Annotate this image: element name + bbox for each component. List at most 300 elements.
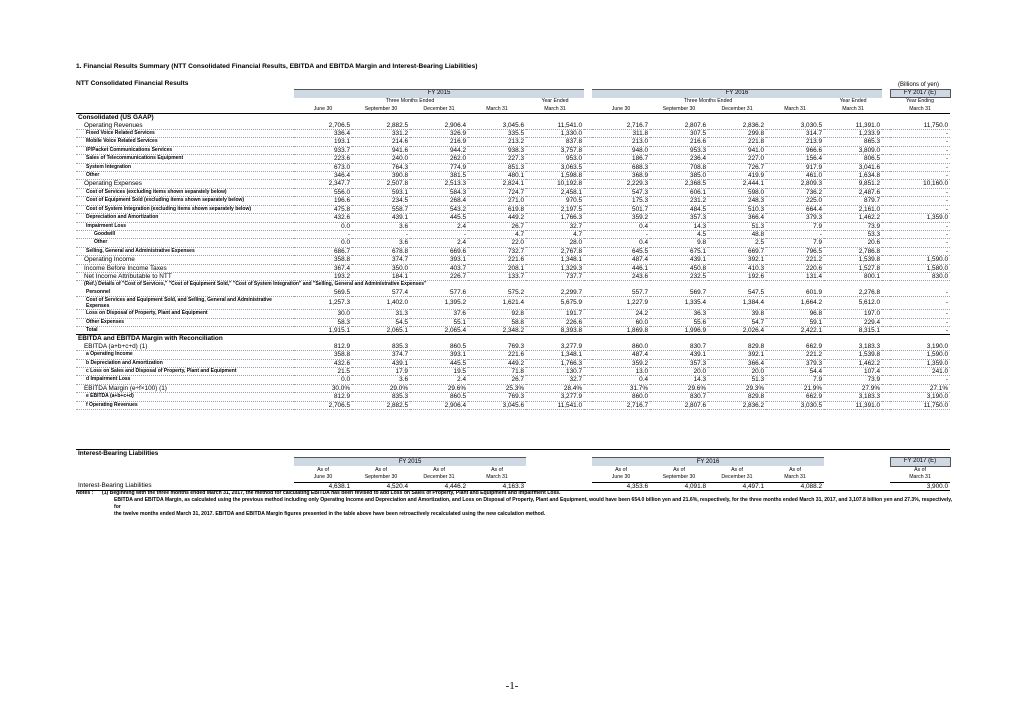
row-label: Cost of Services (excluding items shown separately below) [76, 188, 294, 196]
blank-cell [824, 474, 882, 482]
row-value: 331.2 [352, 130, 410, 138]
note-1-line-b: EBITDA and EBITDA Margin, as calculated using the previous method including only Operating Income and Depreciation and Amortization, and Loss on Disposal of Property, Plant and Equipment, would have been 654.0 billion yen and 21.6%, respectively, for the three months ended March 31, 2017, and 3,107.8 billion yen and 27.3%, respectively, for [114, 497, 953, 510]
gap-cell [584, 172, 592, 180]
row-value: 39.8 [708, 310, 766, 318]
row-value: 36.3 [650, 310, 708, 318]
gap-cell [882, 214, 890, 222]
financial-results-table [76, 89, 951, 410]
page-number: -1- [505, 680, 519, 692]
row-value: 619.8 [468, 205, 526, 213]
row-label: b Depreciation and Amortization [76, 359, 294, 367]
row-value: 557.7 [592, 289, 650, 297]
row-value: - [890, 146, 950, 154]
row-value: 26.7 [468, 376, 526, 384]
row-value: 357.3 [650, 214, 708, 222]
gap-cell [584, 163, 592, 171]
gap-cell [882, 376, 890, 384]
gap-cell [882, 106, 890, 114]
row-value: - [890, 197, 950, 205]
table-row [76, 163, 950, 171]
gap-cell [882, 466, 890, 474]
table-row [76, 197, 950, 205]
row-value: 0.0 [294, 376, 352, 384]
row-value: 584.3 [410, 188, 468, 196]
row-value: 32.7 [526, 376, 584, 384]
row-value: 1,664.2 [766, 297, 824, 310]
gap-cell [882, 205, 890, 213]
note-1-mark: (1) [102, 490, 109, 496]
row-value: 271.0 [468, 197, 526, 205]
row-value: 2,161.0 [824, 205, 882, 213]
column-header: March 31 [526, 106, 584, 114]
notes [76, 490, 956, 518]
row-value: 678.8 [352, 247, 410, 255]
gap-cell [882, 197, 890, 205]
row-value: 2,882.5 [352, 122, 410, 130]
row-value: 54.5 [352, 318, 410, 326]
row-label: Goodwill [76, 230, 294, 238]
row-value: 2,706.5 [294, 401, 352, 409]
row-value: 796.5 [766, 247, 824, 255]
row-value: 769.3 [468, 393, 526, 401]
row-value: 2,906.4 [410, 401, 468, 409]
row-value: 1,590.0 [890, 351, 950, 359]
row-label: Cost of Equipment Sold (excluding items shown separately below) [76, 197, 294, 205]
table-row [76, 351, 950, 359]
table-row [76, 272, 950, 280]
row-value: 232.5 [650, 272, 708, 280]
row-value: 10,192.8 [526, 180, 584, 188]
row-value: 379.3 [766, 214, 824, 222]
row-value: 359.2 [592, 359, 650, 367]
row-value: 30.0 [294, 310, 352, 318]
gap-cell [882, 247, 890, 255]
row-label: Operating Revenues [76, 122, 294, 130]
row-value: 2,348.2 [468, 326, 526, 334]
row-value: - [890, 230, 950, 238]
ibl-column-header: September 30 [352, 474, 410, 482]
row-value: 55.1 [410, 318, 468, 326]
row-value: 336.4 [294, 130, 352, 138]
ibl-value: 3,900.0 [926, 482, 949, 490]
row-value: 1,580.0 [890, 264, 950, 272]
row-value: 598.0 [708, 188, 766, 196]
gap-cell [882, 297, 890, 310]
row-value: 2,458.1 [526, 188, 584, 196]
row-value: 2,229.3 [592, 180, 650, 188]
row-value: 299.8 [708, 130, 766, 138]
table-row [76, 393, 950, 401]
row-value: 439.1 [650, 256, 708, 264]
row-value: 21.5 [294, 368, 352, 376]
as-of-label: As of [317, 466, 329, 473]
row-value: 0.4 [592, 222, 650, 230]
row-value: 948.0 [592, 146, 650, 154]
row-value: 2,276.8 [824, 289, 882, 297]
row-value: 53.3 [824, 230, 882, 238]
row-value: 346.4 [294, 172, 352, 180]
row-value: 432.6 [294, 214, 352, 222]
gap-cell [584, 310, 592, 318]
row-value: 1,329.3 [526, 264, 584, 272]
row-value: 1,359.0 [890, 359, 950, 367]
row-value: 213.2 [468, 138, 526, 146]
row-value: 835.3 [352, 393, 410, 401]
row-value: 307.5 [650, 130, 708, 138]
row-label: Impairment Loss [76, 222, 294, 230]
row-value: 2,299.7 [526, 289, 584, 297]
gap-cell [882, 163, 890, 171]
gap-cell [882, 289, 890, 297]
row-value: 192.6 [708, 272, 766, 280]
row-value: 2,716.7 [592, 401, 650, 409]
row-label: f Operating Revenues [76, 401, 294, 409]
gap-cell [882, 256, 890, 264]
table-row [76, 343, 950, 351]
column-header: March 31 [468, 106, 526, 114]
row-value: 7.9 [766, 222, 824, 230]
row-value: 577.6 [410, 289, 468, 297]
row-value: 214.6 [352, 138, 410, 146]
row-value: - [294, 230, 352, 238]
row-value: 3,045.6 [468, 401, 526, 409]
row-value: 55.6 [650, 318, 708, 326]
ibl-value: 4,091.8 [684, 482, 706, 490]
row-value: 196.6 [294, 197, 352, 205]
row-value: 708.8 [650, 163, 708, 171]
fy2016-header: FY 2016 [592, 90, 882, 98]
notes-head: Notes : [76, 490, 94, 496]
gap-cell [584, 318, 592, 326]
row-value: 29.0% [352, 384, 410, 392]
row-value: 606.1 [650, 188, 708, 196]
row-value: 2,767.8 [526, 247, 584, 255]
row-value: 829.8 [708, 393, 766, 401]
gap-cell [584, 197, 592, 205]
row-value: 449.2 [468, 214, 526, 222]
row-value: 724.7 [468, 188, 526, 196]
row-value: 449.2 [468, 359, 526, 367]
row-value: 11,391.0 [824, 401, 882, 409]
row-value: 686.7 [294, 247, 352, 255]
row-value: 11,750.0 [890, 401, 950, 409]
row-value: 432.6 [294, 359, 352, 367]
row-value: 860.5 [410, 393, 468, 401]
row-value: 439.1 [352, 214, 410, 222]
ibl-value: 4,353.6 [626, 482, 648, 490]
row-value: 941.0 [708, 146, 766, 154]
row-value: 73.9 [824, 222, 882, 230]
row-value: 569.5 [294, 289, 352, 297]
gap-cell [882, 155, 890, 163]
row-value: 2,422.1 [766, 326, 824, 334]
row-value: 1,257.3 [294, 297, 352, 310]
row-value: 837.8 [526, 138, 584, 146]
row-value: 3,809.0 [824, 146, 882, 154]
row-value: 131.4 [766, 272, 824, 280]
row-value: 311.8 [592, 130, 650, 138]
row-value: 2,807.6 [650, 122, 708, 130]
gap-cell [584, 256, 592, 264]
row-value: 966.6 [766, 146, 824, 154]
row-value: - [890, 138, 950, 146]
row-value: 107.4 [824, 368, 882, 376]
row-value: 14.3 [650, 376, 708, 384]
gap-cell [584, 106, 592, 114]
corner-cell [76, 106, 294, 114]
row-value: 480.1 [468, 172, 526, 180]
ibl-fy2016-header: FY 2016 [592, 458, 824, 466]
section-consolidated: Consolidated (US GAAP) [76, 114, 950, 122]
column-header: September 30 [352, 106, 410, 114]
note-1-line-c: the twelve months ended March 31, 2017. EBITDA and EBITDA Margin figures presented in the table above have been retroactively recalculated using the new calculation method. [114, 511, 546, 517]
row-value: 669.7 [708, 247, 766, 255]
as-of-label: As of [615, 466, 627, 473]
row-value: 2,706.5 [294, 122, 352, 130]
row-label: Cost of Services and Equipment Sold, and Selling, General and Administrative Expenses [76, 297, 294, 310]
row-value: 225.0 [766, 197, 824, 205]
gap-cell [584, 264, 592, 272]
row-value: - [766, 230, 824, 238]
row-value: 487.4 [592, 351, 650, 359]
row-value: 381.5 [410, 172, 468, 180]
row-value: 221.6 [468, 256, 526, 264]
row-value: 374.7 [352, 256, 410, 264]
row-value: 3,183.3 [824, 343, 882, 351]
row-value: 1,634.8 [824, 172, 882, 180]
row-value: 92.8 [468, 310, 526, 318]
gap-cell [584, 376, 592, 384]
row-value: 31.3 [352, 310, 410, 318]
row-value: 1,233.9 [824, 130, 882, 138]
column-header: June 30 [294, 106, 352, 114]
row-value: 410.3 [708, 264, 766, 272]
table-row [76, 205, 950, 213]
gap-cell [882, 393, 890, 401]
table-row [76, 401, 950, 409]
row-value: 11,391.0 [824, 122, 882, 130]
row-value: 917.9 [766, 163, 824, 171]
row-value: 938.3 [468, 146, 526, 154]
row-value: 392.1 [708, 351, 766, 359]
row-value: 543.2 [410, 205, 468, 213]
row-value: 213.9 [766, 138, 824, 146]
column-header: March 31 [824, 106, 882, 114]
row-value: - [890, 318, 950, 326]
column-header: March 31 [766, 106, 824, 114]
gap-cell [882, 343, 890, 351]
row-value: 2,487.6 [824, 188, 882, 196]
row-label: Personnel [76, 289, 294, 297]
row-value: 197.0 [824, 310, 882, 318]
table-row [76, 122, 950, 130]
row-value: 1,348.1 [526, 351, 584, 359]
gap-cell [584, 188, 592, 196]
table-row [76, 155, 950, 163]
row-value: 29.3% [708, 384, 766, 392]
row-value: 2,444.1 [708, 180, 766, 188]
row-value: 359.2 [592, 214, 650, 222]
row-value: 14.3 [650, 222, 708, 230]
row-value: 445.5 [410, 214, 468, 222]
gap-cell [584, 393, 592, 401]
row-value: 248.3 [708, 197, 766, 205]
row-value: 487.4 [592, 256, 650, 264]
row-value: 3,277.9 [526, 343, 584, 351]
row-value: 22.0 [468, 239, 526, 247]
three-months-header: Three Months Ended [683, 98, 733, 105]
row-value: 953.0 [526, 155, 584, 163]
row-value: 8,393.8 [526, 326, 584, 334]
row-label: Other Expenses [76, 318, 294, 326]
row-value: 0.0 [294, 239, 352, 247]
row-value: 774.9 [410, 163, 468, 171]
row-label: IP/Packet Communications Services [76, 146, 294, 154]
gap-cell [882, 230, 890, 238]
as-of-label: As of [673, 466, 685, 473]
row-value: 439.1 [650, 351, 708, 359]
row-value: 830.7 [650, 343, 708, 351]
gap-cell [584, 138, 592, 146]
row-label: Operating Income [76, 256, 294, 264]
gap-cell [882, 146, 890, 154]
row-value: - [890, 310, 950, 318]
gap-cell [584, 230, 592, 238]
row-value: 510.3 [708, 205, 766, 213]
row-value: 213.0 [592, 138, 650, 146]
row-label: c Loss on Sales and Disposal of Property, Plant and Equipment [76, 368, 294, 376]
ibl-column-header: June 30 [592, 474, 650, 482]
row-value: 1,348.1 [526, 256, 584, 264]
table-row [76, 318, 950, 326]
row-value: 1,402.0 [352, 297, 410, 310]
row-value: 2,026.4 [708, 326, 766, 334]
as-of-label: As of [789, 466, 801, 473]
row-value: 2,836.2 [708, 122, 766, 130]
gap-cell [584, 297, 592, 310]
row-value: 28.0 [526, 239, 584, 247]
row-value: 240.0 [352, 155, 410, 163]
gap-cell [882, 326, 890, 334]
table-row [76, 180, 950, 188]
row-value: 3,757.8 [526, 146, 584, 154]
row-label: d Impairment Loss [76, 376, 294, 384]
ibl-value: 4,520.4 [386, 482, 408, 490]
row-value: 445.5 [410, 359, 468, 367]
row-value: 9.8 [650, 239, 708, 247]
row-value: 130.7 [526, 368, 584, 376]
ibl-fy2017e-header: FY 2017 (E) [890, 458, 950, 466]
row-value: 59.1 [766, 318, 824, 326]
row-value: 31.7% [592, 384, 650, 392]
row-value: 19.5 [410, 368, 468, 376]
row-value: 830.7 [650, 393, 708, 401]
row-value: 675.1 [650, 247, 708, 255]
row-value: 2,807.6 [650, 401, 708, 409]
row-value: 374.7 [352, 351, 410, 359]
row-value: 60.0 [592, 318, 650, 326]
row-value: 662.9 [766, 393, 824, 401]
gap-cell [882, 384, 890, 392]
page-title: 1. Financial Results Summary (NTT Consolidated Financial Results, EBITDA and EBITDA Margin and Interest-Bearing Liabilities) [76, 63, 478, 70]
row-value: 970.5 [526, 197, 584, 205]
gap-cell [882, 318, 890, 326]
row-value: 58.3 [294, 318, 352, 326]
row-label: Cost of System Integration (excluding items shown separately below) [76, 205, 294, 213]
row-value: 2.4 [410, 239, 468, 247]
row-value: 860.0 [592, 343, 650, 351]
row-value: 216.9 [410, 138, 468, 146]
row-value: 3,190.0 [890, 343, 950, 351]
row-value: 688.3 [592, 163, 650, 171]
row-value: 860.5 [410, 343, 468, 351]
row-value: - [890, 247, 950, 255]
table-row [76, 376, 950, 384]
row-value: 216.6 [650, 138, 708, 146]
row-value: 726.7 [708, 163, 766, 171]
gap-cell [882, 188, 890, 196]
row-value: 379.3 [766, 359, 824, 367]
row-label: Other [76, 172, 294, 180]
row-value: 32.7 [526, 222, 584, 230]
ibl-column-header: December 31 [708, 474, 766, 482]
row-value: 227.0 [708, 155, 766, 163]
row-label: Operating Expenses [76, 180, 294, 188]
row-value: 2,882.5 [352, 401, 410, 409]
row-value: 17.9 [352, 368, 410, 376]
row-value: 3,045.6 [468, 122, 526, 130]
row-value: 156.4 [766, 155, 824, 163]
row-value: 9,851.2 [824, 180, 882, 188]
row-value: - [890, 289, 950, 297]
gap-cell [584, 359, 592, 367]
gap-cell [584, 146, 592, 154]
column-header: December 31 [410, 106, 468, 114]
row-value: 1,539.8 [824, 351, 882, 359]
row-value: 3,277.9 [526, 393, 584, 401]
row-value: 3,190.0 [890, 393, 950, 401]
gap-cell [584, 474, 592, 482]
gap-cell [584, 222, 592, 230]
row-value: 669.6 [410, 247, 468, 255]
row-value: 2.4 [410, 376, 468, 384]
gap-cell [584, 130, 592, 138]
table-row [76, 289, 950, 297]
table-row [76, 138, 950, 146]
row-value: 829.8 [708, 343, 766, 351]
row-label: Loss on Disposal of Property, Plant and Equipment [76, 310, 294, 318]
row-value: 0.0 [294, 222, 352, 230]
row-value: 593.1 [352, 188, 410, 196]
row-value: 2,906.4 [410, 122, 468, 130]
year-ending-header: Year Ending [905, 98, 935, 105]
gap-cell [882, 239, 890, 247]
gap-cell [584, 343, 592, 351]
blank-cell [526, 474, 584, 482]
table-row [76, 239, 950, 247]
row-value: - [890, 326, 950, 334]
gap-cell [882, 368, 890, 376]
row-value: 326.9 [410, 130, 468, 138]
row-value: 221.6 [468, 351, 526, 359]
table-row [76, 130, 950, 138]
row-value: 944.2 [410, 146, 468, 154]
row-value: 11,541.0 [526, 122, 584, 130]
gap-cell [584, 205, 592, 213]
row-value: 27.9% [824, 384, 882, 392]
ibl-column-header: March 31 [766, 474, 824, 482]
row-value: 221.2 [766, 351, 824, 359]
